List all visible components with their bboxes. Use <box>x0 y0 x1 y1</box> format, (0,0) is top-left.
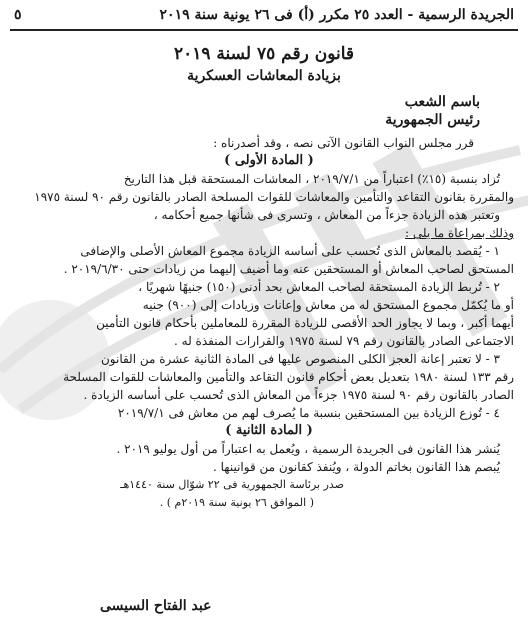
article-1-line: وذلك بمراعاة ما يلى : <box>405 226 514 240</box>
article-1-item-line: ٢ - تُربط الزيادة المستحقة لصاحب المعاش بحد أدنى (١٥٠) جنيهًا شهريًا ، <box>138 280 500 294</box>
page-number: ٥ <box>14 7 22 23</box>
president-signature: عبد الفتاح السيسى <box>100 598 212 614</box>
article-1-item-line: أيهما أكبر ، وبما لا يجاوز الحد الأقصى للزيادة المقررة للمعاملين بأحكام قانون التأمين <box>96 316 514 330</box>
article-1-item-line: المستحق لصاحب المعاش أو المستحقين عنه وما أضيف إليهما من زيادات حتى ٢٠١٩/٦/٣٠ . <box>63 262 514 276</box>
corresponding-date: ( الموافق ٢٦ يونية سنة ٢٠١٩م ) . <box>159 496 314 509</box>
header-title: الجريدة الرسمية - العدد ٢٥ مكرر (أ) فى ٢٦ يونية سنة ٢٠١٩ <box>159 7 514 23</box>
article-1-item-line: ٤ - تُوزع الزيادة بين المستحقين بنسبة ما يُصرف لهم من معاش فى ٢٠١٩/٧/١ <box>117 406 500 420</box>
article-1-line: وتعتبر هذه الزيادة جزءاً من المعاش ، وتسرى فى شأنها جميع أحكامه ، <box>153 208 500 222</box>
page-header <box>14 4 514 26</box>
article-2-line: يُنشر هذا القانون فى الجريدة الرسمية ، ويُعمل به اعتباراً من أول يوليو ٢٠١٩ . <box>116 442 500 456</box>
article-1-line: والمقررة بقانون التقاعد والتأمين والمعاشات للقوات المسلحة الصادر بالقانون رقم ٩٠ لسنة ١٩٧٥ <box>34 190 514 204</box>
article-2-line: يُبصم هذا القانون بخاتم الدولة ، ويُنفذ كقانون من قوانينها . <box>213 460 500 474</box>
article-1-heading: ( المادة الأولى ) <box>224 153 314 168</box>
header-rule <box>10 29 518 31</box>
law-body <box>24 134 514 512</box>
intro-line: قرر مجلس النواب القانون الآتى نصه ، وقد أصدرناه : <box>213 136 474 150</box>
law-subtitle: بزيادة المعاشات العسكرية <box>187 68 341 84</box>
article-1-item-line: الاجتماعى الصادر بالقانون رقم ٧٩ لسنة ١٩٧٥ والقرارات المنفذة له . <box>174 334 514 348</box>
article-1-item-line: ١ - يُقصد بالمعاش الذى تُحسب على أساسه الزيادة مجموع المعاش الأصلى والإضافى <box>80 244 500 258</box>
article-1-item-line: الصادر بالقانون رقم ٩٠ لسنة ١٩٧٥ جزءاً من المعاش الذى تُحسب على أساسه الزيادة . <box>83 388 514 402</box>
law-title: قانون رقم ٧٥ لسنة ٢٠١٩ <box>173 44 355 64</box>
article-2-heading: ( المادة الثانية ) <box>225 423 313 438</box>
article-1-item-line: أو ما يُكمّل مجموع المستحق له من معاش وإعانات وزيادات إلى (٩٠٠) جنيه <box>142 298 514 312</box>
article-1-line: تُزاد بنسبة (١٥٪) اعتباراً من ٢٠١٩/٧/١ ، المعاشات المستحقة قبل هذا التاريخ <box>123 172 500 186</box>
article-1-item-line: ٣ - لا تعتبر إعانة العجز الكلى المنصوص عليها فى المادة الثانية عشرة من القانون <box>100 352 500 366</box>
president-line: رئيس الجمهورية <box>385 112 480 128</box>
in-the-name-of-the-people: باسم الشعب <box>404 94 480 110</box>
issued-date: صدر برئاسة الجمهورية فى ٢٢ شوّال سنة ١٤٤٠هـ <box>120 478 344 491</box>
article-1-item-line: رقم ١٣٣ لسنة ١٩٨٠ بتعديل بعض أحكام قانون التقاعد والتأمين والمعاشات للقوات المسلحة <box>63 370 514 384</box>
